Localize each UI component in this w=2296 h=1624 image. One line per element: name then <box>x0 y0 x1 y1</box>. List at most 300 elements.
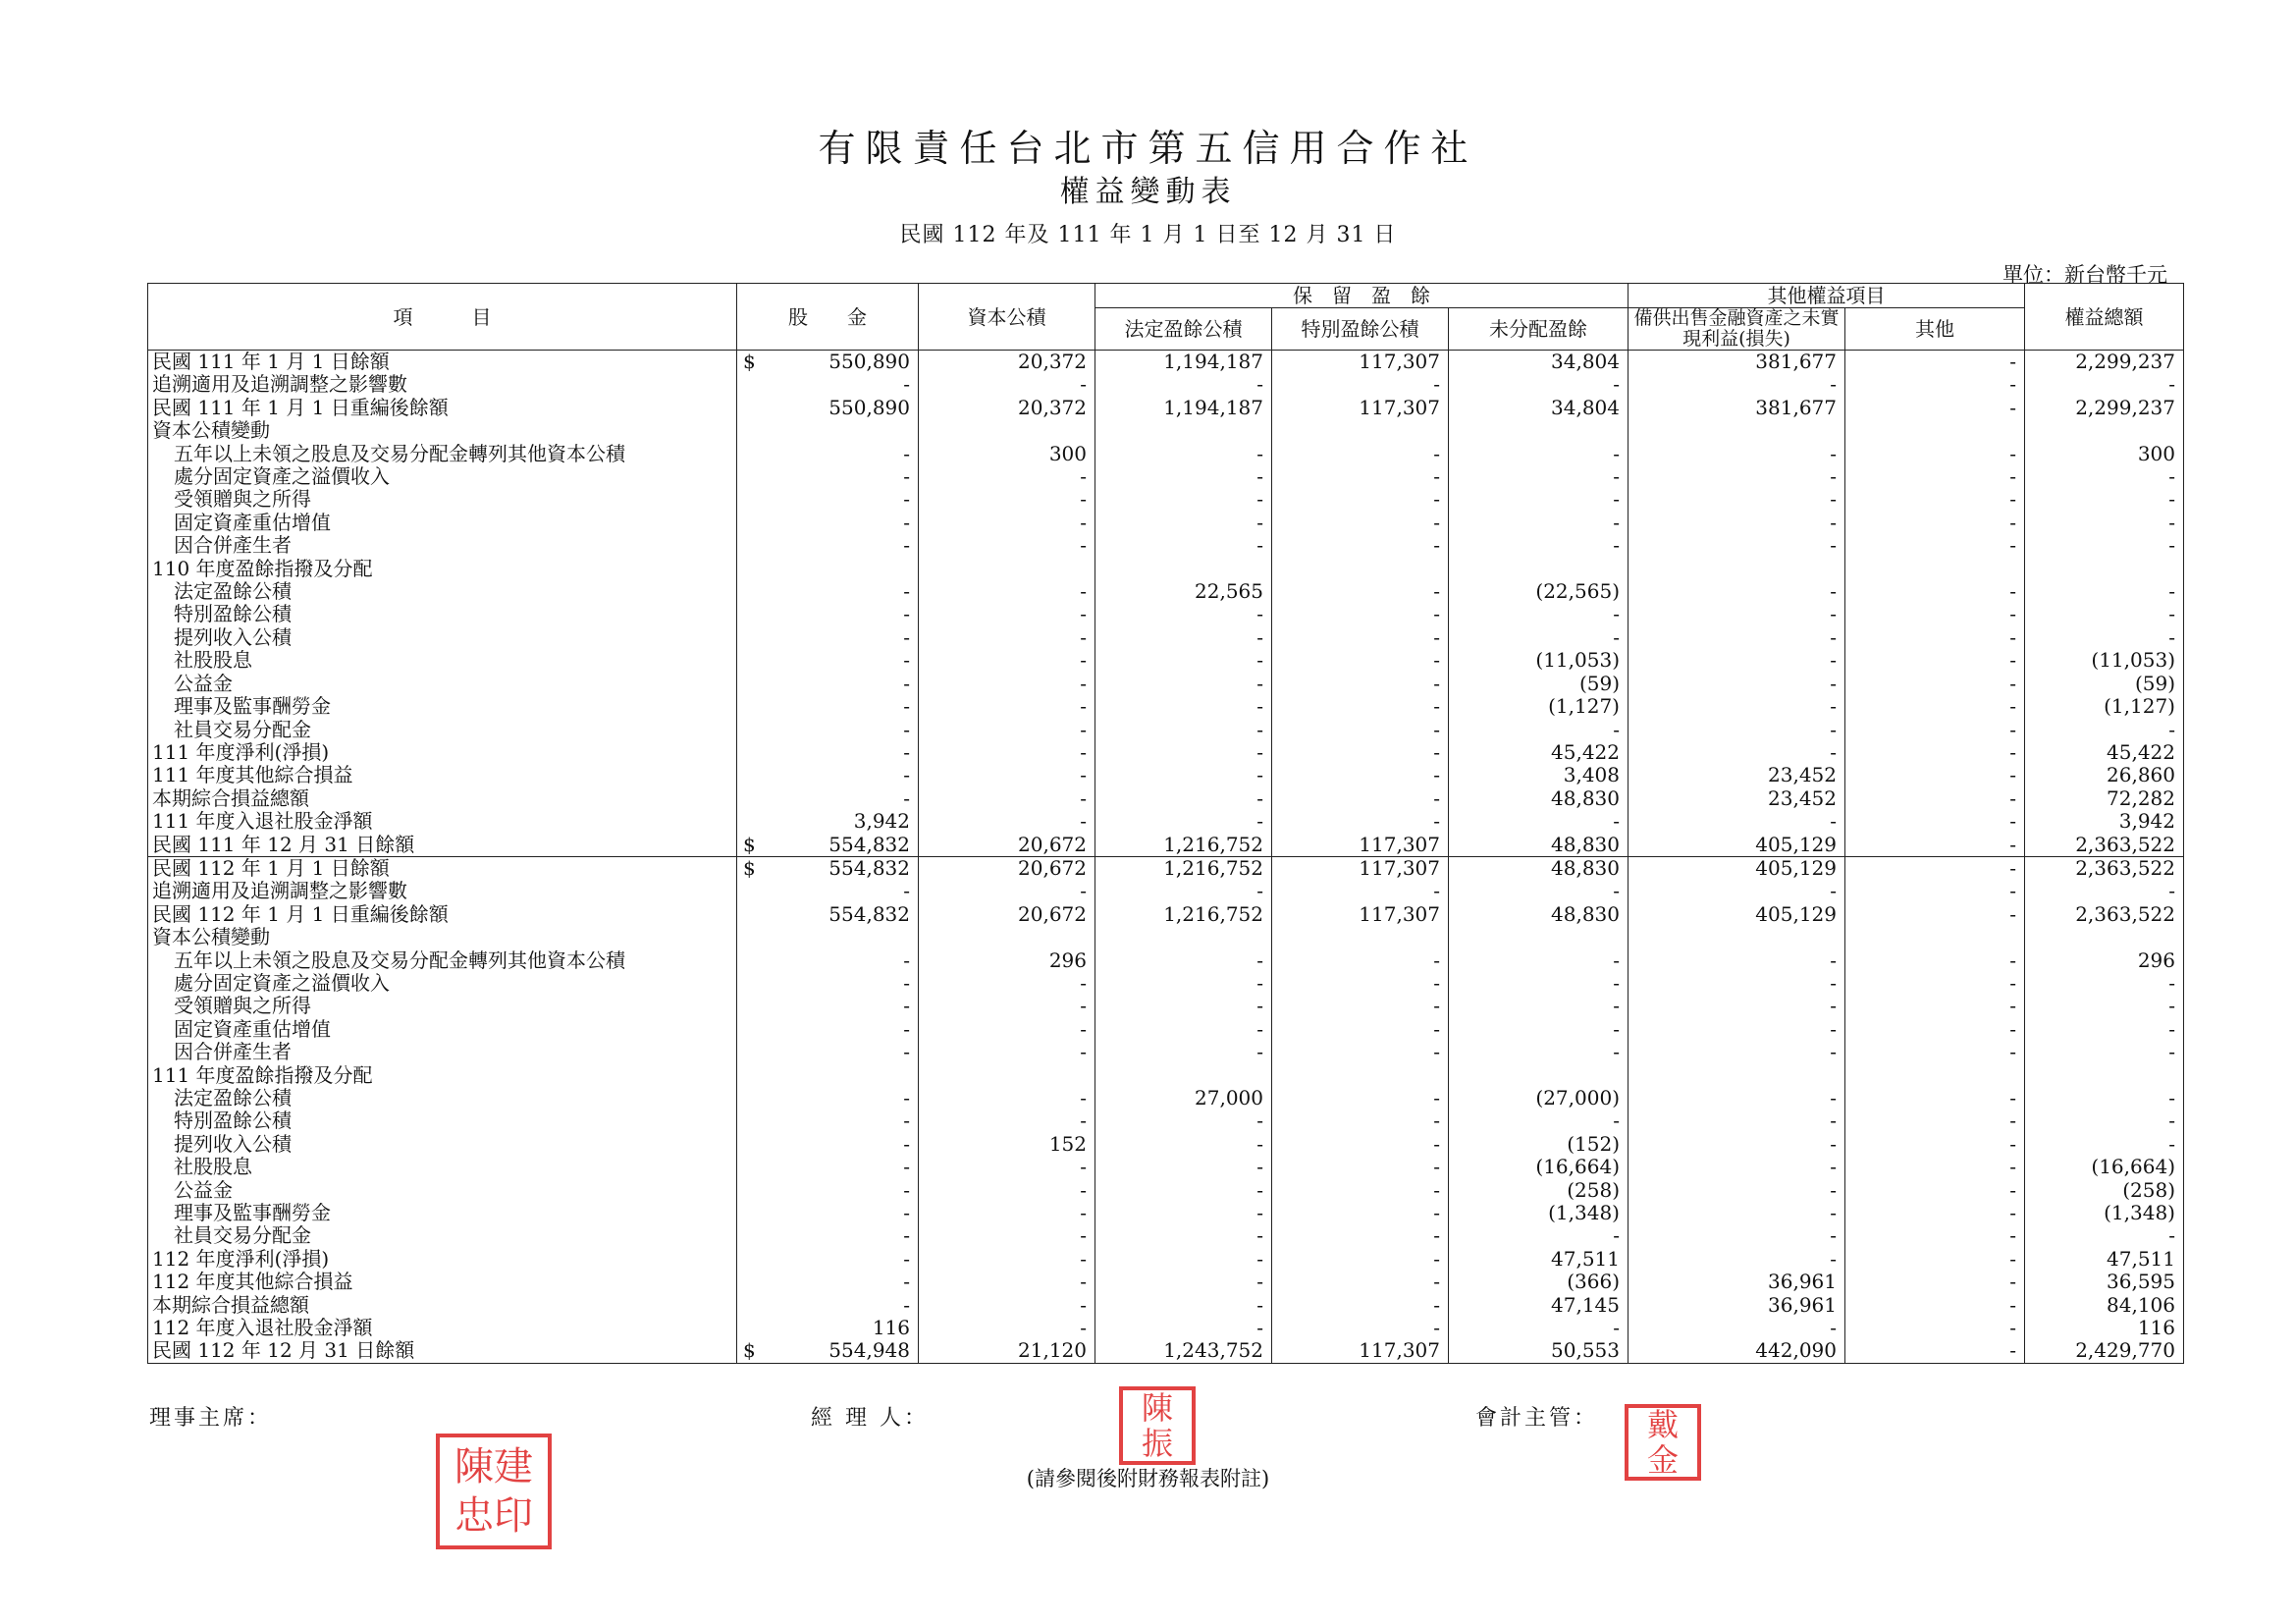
cell-legal-reserve <box>1095 995 1272 1017</box>
cell-capital-reserve <box>919 995 1095 1017</box>
cell-special-reserve <box>1272 488 1449 511</box>
row-item-label: 特別盈餘公積 <box>148 603 737 625</box>
header-share-capital: 股 金 <box>737 284 919 351</box>
cell-value: 21,120 <box>1018 1338 1087 1363</box>
cell-special-reserve <box>1272 995 1449 1017</box>
cell-share-capital <box>737 465 919 488</box>
row-item-label: 民國 112 年 1 月 1 日重編後餘額 <box>148 903 737 926</box>
cell-unappropriated <box>1449 1224 1629 1247</box>
cell-value: - <box>1080 602 1087 626</box>
cell-afs-unrealized <box>1629 903 1845 926</box>
cell-special-reserve <box>1272 926 1449 948</box>
cell-value: (152) <box>1567 1131 1620 1156</box>
row-item-label: 受領贈與之所得 <box>148 995 737 1017</box>
cell-unappropriated <box>1449 810 1629 833</box>
accountant-signature-label: 會計主管： <box>1475 1406 1599 1431</box>
cell-value: - <box>1433 1292 1440 1317</box>
cell-value: - <box>1613 947 1620 972</box>
cell-unappropriated <box>1449 373 1629 396</box>
cell-value: 117,307 <box>1359 350 1440 373</box>
table-row <box>148 465 2184 488</box>
cell-value: - <box>1256 785 1263 810</box>
cell-special-reserve <box>1272 880 1449 902</box>
cell-total-equity <box>2025 419 2184 442</box>
cell-value: (16,664) <box>1535 1155 1620 1179</box>
cell-total-equity <box>2025 787 2184 810</box>
cell-total-equity <box>2025 534 2184 557</box>
cell-value: - <box>2168 879 2175 903</box>
cell-value: - <box>1433 441 1440 465</box>
cell-other <box>1845 972 2025 995</box>
row-item-label: 民國 111 年 12 月 31 日餘額 <box>148 834 737 857</box>
cell-total-equity <box>2025 649 2184 672</box>
row-item-label: 公益金 <box>148 673 737 695</box>
row-item-label: 110 年度盈餘指撥及分配 <box>148 558 737 580</box>
table-row <box>148 443 2184 465</box>
cell-unappropriated <box>1449 1133 1629 1156</box>
cell-special-reserve <box>1272 649 1449 672</box>
cell-legal-reserve <box>1095 810 1272 833</box>
cell-value: - <box>2009 785 2016 810</box>
cell-share-capital <box>737 626 919 649</box>
cell-value: - <box>903 1086 910 1110</box>
cell-value: - <box>1256 947 1263 972</box>
cell-capital-reserve <box>919 1202 1095 1224</box>
cell-value: - <box>903 1270 910 1294</box>
cell-value: 550,890 <box>828 350 910 373</box>
cell-capital-reserve <box>919 419 1095 442</box>
cell-value: - <box>1830 648 1837 673</box>
cell-unappropriated <box>1449 603 1629 625</box>
cell-legal-reserve <box>1095 949 1272 972</box>
cell-total-equity <box>2025 903 2184 926</box>
table-row <box>148 880 2184 902</box>
cell-afs-unrealized <box>1629 1294 1845 1317</box>
cell-special-reserve <box>1272 719 1449 741</box>
cell-share-capital <box>737 1041 919 1063</box>
dollar-sign: $ <box>743 350 756 373</box>
cell-value: - <box>1256 1155 1263 1179</box>
table-row <box>148 534 2184 557</box>
cell-total-equity <box>2025 1271 2184 1293</box>
cell-total-equity <box>2025 995 2184 1017</box>
table-row <box>148 488 2184 511</box>
cell-total-equity <box>2025 1041 2184 1063</box>
cell-value: - <box>2009 1155 2016 1179</box>
cell-legal-reserve <box>1095 419 1272 442</box>
cell-special-reserve <box>1272 1087 1449 1110</box>
cell-value: 152 <box>1048 1131 1087 1156</box>
cell-legal-reserve <box>1095 1317 1272 1339</box>
cell-value: 26,860 <box>2107 763 2175 787</box>
cell-special-reserve <box>1272 351 1449 374</box>
cell-value: - <box>903 970 910 995</box>
cell-afs-unrealized <box>1629 1110 1845 1132</box>
cell-value: - <box>1256 1201 1263 1225</box>
cell-special-reserve <box>1272 673 1449 695</box>
cell-capital-reserve <box>919 1339 1095 1363</box>
cell-total-equity <box>2025 972 2184 995</box>
cell-legal-reserve <box>1095 465 1272 488</box>
cell-value: - <box>2168 970 2175 995</box>
cell-total-equity <box>2025 1087 2184 1110</box>
cell-value: - <box>903 1177 910 1202</box>
cell-capital-reserve <box>919 949 1095 972</box>
cell-afs-unrealized <box>1629 1339 1845 1363</box>
cell-value: - <box>2009 739 2016 764</box>
cell-value: 2,429,770 <box>2075 1338 2175 1363</box>
cell-afs-unrealized <box>1629 787 1845 810</box>
cell-afs-unrealized <box>1629 695 1845 718</box>
cell-total-equity <box>2025 1294 2184 1317</box>
header-other: 其他 <box>1845 308 2025 351</box>
cell-other <box>1845 1041 2025 1063</box>
cell-value: 554,832 <box>828 855 910 880</box>
header-item: 項 目 <box>148 284 737 351</box>
cell-value: - <box>1613 533 1620 558</box>
cell-value: - <box>1256 739 1263 764</box>
row-item-label: 資本公積變動 <box>148 926 737 948</box>
row-item-label: 提列收入公積 <box>148 626 737 649</box>
cell-value: - <box>1830 1040 1837 1064</box>
cell-value: - <box>1256 1223 1263 1248</box>
cell-afs-unrealized <box>1629 1271 1845 1293</box>
cell-value: - <box>1080 994 1087 1018</box>
cell-value: - <box>1830 1086 1837 1110</box>
header-unappropriated: 未分配盈餘 <box>1449 308 1629 351</box>
cell-value: - <box>2009 1016 2016 1041</box>
cell-value: - <box>1080 464 1087 489</box>
cell-other <box>1845 903 2025 926</box>
cell-other <box>1845 1064 2025 1087</box>
cell-value: - <box>1256 372 1263 397</box>
cell-value: - <box>903 1223 910 1248</box>
cell-value: - <box>1256 602 1263 626</box>
row-item-label: 112 年度其他綜合損益 <box>148 1271 737 1293</box>
cell-value: - <box>1433 785 1440 810</box>
cell-value: 47,511 <box>1551 1246 1620 1271</box>
cell-value: - <box>2009 809 2016 834</box>
cell-value: - <box>1080 1086 1087 1110</box>
cell-unappropriated <box>1449 949 1629 972</box>
cell-value: - <box>1080 510 1087 534</box>
cell-value: - <box>903 1016 910 1041</box>
cell-total-equity <box>2025 603 2184 625</box>
cell-capital-reserve <box>919 1317 1095 1339</box>
cell-afs-unrealized <box>1629 580 1845 603</box>
cell-value: - <box>2168 464 2175 489</box>
cell-value: - <box>2168 372 2175 397</box>
cell-afs-unrealized <box>1629 626 1845 649</box>
cell-special-reserve <box>1272 1133 1449 1156</box>
cell-share-capital <box>737 1179 919 1202</box>
header-other-equity: 其他權益項目 <box>1629 284 2025 308</box>
cell-legal-reserve <box>1095 787 1272 810</box>
cell-value: 442,090 <box>1755 1338 1837 1363</box>
cell-value: - <box>1256 510 1263 534</box>
cell-other <box>1845 626 2025 649</box>
cell-value: - <box>1433 1270 1440 1294</box>
cell-legal-reserve <box>1095 1018 1272 1041</box>
row-item-label: 112 年度淨利(淨損) <box>148 1248 737 1271</box>
cell-share-capital <box>737 810 919 833</box>
cell-value: (1,127) <box>1548 694 1620 719</box>
row-item-label: 法定盈餘公積 <box>148 1087 737 1110</box>
cell-share-capital <box>737 719 919 741</box>
cell-other <box>1845 1202 2025 1224</box>
cell-value: - <box>2009 602 2016 626</box>
cell-afs-unrealized <box>1629 397 1845 419</box>
cell-afs-unrealized <box>1629 649 1845 672</box>
cell-special-reserve <box>1272 695 1449 718</box>
table-row <box>148 810 2184 833</box>
cell-value: 1,216,752 <box>1163 832 1263 856</box>
cell-value: - <box>1256 694 1263 719</box>
cell-value: - <box>1080 1016 1087 1041</box>
table-row <box>148 1156 2184 1178</box>
cell-total-equity <box>2025 488 2184 511</box>
cell-value: 1,216,752 <box>1163 901 1263 926</box>
cell-value: - <box>1080 1109 1087 1133</box>
cell-total-equity <box>2025 580 2184 603</box>
cell-share-capital <box>737 1317 919 1339</box>
cell-value: - <box>2168 533 2175 558</box>
cell-total-equity <box>2025 926 2184 948</box>
cell-value: - <box>1256 487 1263 512</box>
cell-value: - <box>1433 624 1440 649</box>
cell-value: 20,672 <box>1018 901 1087 926</box>
cell-share-capital <box>737 1110 919 1132</box>
cell-other <box>1845 926 2025 948</box>
cell-value: (1,348) <box>2104 1201 2175 1225</box>
row-item-label: 社員交易分配金 <box>148 1224 737 1247</box>
cell-value: 554,832 <box>828 901 910 926</box>
cell-value: 36,961 <box>1768 1292 1837 1317</box>
cell-unappropriated <box>1449 880 1629 902</box>
cell-share-capital <box>737 558 919 580</box>
cell-unappropriated <box>1449 995 1629 1017</box>
cell-value: - <box>1256 648 1263 673</box>
table-row <box>148 626 2184 649</box>
cell-value: - <box>1613 879 1620 903</box>
table-row <box>148 1133 2184 1156</box>
cell-other <box>1845 649 2025 672</box>
cell-value: - <box>1080 970 1087 995</box>
cell-special-reserve <box>1272 1110 1449 1132</box>
footnote: (請參閱後附財務報表附註) <box>1026 1467 1270 1490</box>
cell-value: - <box>903 1155 910 1179</box>
cell-unappropriated <box>1449 1317 1629 1339</box>
header-legal-reserve: 法定盈餘公積 <box>1095 308 1272 351</box>
cell-afs-unrealized <box>1629 558 1845 580</box>
cell-value: 381,677 <box>1755 395 1837 419</box>
cell-value: (1,348) <box>1548 1201 1620 1225</box>
table-row <box>148 1248 2184 1271</box>
cell-unappropriated <box>1449 580 1629 603</box>
cell-special-reserve <box>1272 1202 1449 1224</box>
cell-legal-reserve <box>1095 1248 1272 1271</box>
cell-afs-unrealized <box>1629 995 1845 1017</box>
cell-value: - <box>903 372 910 397</box>
cell-legal-reserve <box>1095 741 1272 764</box>
cell-total-equity <box>2025 741 2184 764</box>
cell-unappropriated <box>1449 488 1629 511</box>
cell-value: - <box>1080 1155 1087 1179</box>
row-item-label: 提列收入公積 <box>148 1133 737 1156</box>
cell-value: 296 <box>1048 947 1087 972</box>
row-item-label: 111 年度入退社股金淨額 <box>148 810 737 833</box>
cell-legal-reserve <box>1095 764 1272 786</box>
cell-share-capital <box>737 1294 919 1317</box>
accountant-seal-text: 戴金 <box>1646 1406 1679 1479</box>
cell-value: - <box>1830 671 1837 695</box>
table-row <box>148 1110 2184 1132</box>
table-row <box>148 741 2184 764</box>
cell-value: 3,408 <box>1563 763 1620 787</box>
cell-total-equity <box>2025 810 2184 833</box>
statement-title: 權益變動表 <box>1059 175 1237 209</box>
cell-special-reserve <box>1272 603 1449 625</box>
cell-special-reserve <box>1272 580 1449 603</box>
cell-value: - <box>1433 717 1440 741</box>
cell-value: 47,145 <box>1551 1292 1620 1317</box>
cell-value: - <box>2009 441 2016 465</box>
cell-value: - <box>903 1109 910 1133</box>
cell-legal-reserve <box>1095 1179 1272 1202</box>
cell-value: - <box>903 739 910 764</box>
cell-value: - <box>903 464 910 489</box>
cell-value: - <box>1433 879 1440 903</box>
cell-value: - <box>1256 879 1263 903</box>
cell-special-reserve <box>1272 787 1449 810</box>
cell-afs-unrealized <box>1629 810 1845 833</box>
cell-afs-unrealized <box>1629 856 1845 880</box>
cell-value: - <box>1613 510 1620 534</box>
table-row <box>148 1339 2184 1363</box>
cell-special-reserve <box>1272 764 1449 786</box>
cell-value: - <box>1256 1131 1263 1156</box>
cell-value: 117,307 <box>1359 395 1440 419</box>
manager-seal-text: 陳振 <box>1141 1389 1173 1462</box>
cell-legal-reserve <box>1095 397 1272 419</box>
cell-value: 72,282 <box>2107 785 2175 810</box>
cell-special-reserve <box>1272 558 1449 580</box>
cell-value: - <box>903 1040 910 1064</box>
cell-share-capital <box>737 949 919 972</box>
cell-value: 2,299,237 <box>2075 395 2175 419</box>
cell-afs-unrealized <box>1629 719 1845 741</box>
table-row <box>148 673 2184 695</box>
cell-capital-reserve <box>919 1018 1095 1041</box>
cell-share-capital <box>737 443 919 465</box>
row-item-label: 受領贈與之所得 <box>148 488 737 511</box>
cell-share-capital <box>737 1339 919 1363</box>
cell-unappropriated <box>1449 1248 1629 1271</box>
cell-value: - <box>1830 1016 1837 1041</box>
cell-afs-unrealized <box>1629 926 1845 948</box>
cell-value: 34,804 <box>1551 350 1620 373</box>
cell-value: - <box>1256 1270 1263 1294</box>
cell-value: - <box>1613 624 1620 649</box>
cell-value: - <box>2009 671 2016 695</box>
cell-legal-reserve <box>1095 1110 1272 1132</box>
cell-value: (258) <box>2122 1177 2175 1202</box>
cell-value: 48,830 <box>1551 832 1620 856</box>
cell-value: - <box>2009 879 2016 903</box>
cell-share-capital <box>737 856 919 880</box>
cell-value: 405,129 <box>1755 832 1837 856</box>
cell-share-capital <box>737 1064 919 1087</box>
row-item-label: 111 年度其他綜合損益 <box>148 764 737 786</box>
cell-value: - <box>1830 1109 1837 1133</box>
cell-unappropriated <box>1449 834 1629 857</box>
row-item-label: 民國 111 年 1 月 1 日餘額 <box>148 351 737 374</box>
cell-value: 554,948 <box>828 1338 910 1363</box>
cell-legal-reserve <box>1095 626 1272 649</box>
cell-value: - <box>1080 879 1087 903</box>
cell-value: - <box>2009 487 2016 512</box>
equity-table <box>147 283 2184 1364</box>
cell-value: - <box>1080 694 1087 719</box>
cell-special-reserve <box>1272 1294 1449 1317</box>
row-item-label: 因合併產生者 <box>148 534 737 557</box>
table-row <box>148 1179 2184 1202</box>
cell-value: - <box>1830 947 1837 972</box>
cell-total-equity <box>2025 465 2184 488</box>
cell-share-capital <box>737 880 919 902</box>
cell-value: - <box>1080 648 1087 673</box>
cell-value: - <box>1830 1155 1837 1179</box>
table-row <box>148 764 2184 786</box>
cell-capital-reserve <box>919 580 1095 603</box>
cell-legal-reserve <box>1095 580 1272 603</box>
cell-capital-reserve <box>919 787 1095 810</box>
cell-value: - <box>1080 717 1087 741</box>
cell-value: 405,129 <box>1755 901 1837 926</box>
cell-other <box>1845 534 2025 557</box>
cell-other <box>1845 1133 2025 1156</box>
header-afs-unrealized: 備供出售金融資產之未實現利益(損失) <box>1629 308 1845 351</box>
row-item-label: 社股股息 <box>148 649 737 672</box>
cell-capital-reserve <box>919 926 1095 948</box>
cell-capital-reserve <box>919 741 1095 764</box>
cell-share-capital <box>737 488 919 511</box>
cell-total-equity <box>2025 1248 2184 1271</box>
cell-unappropriated <box>1449 397 1629 419</box>
cell-value: 116 <box>872 1316 910 1340</box>
cell-afs-unrealized <box>1629 373 1845 396</box>
cell-total-equity <box>2025 1224 2184 1247</box>
table-row <box>148 834 2184 857</box>
cell-total-equity <box>2025 1339 2184 1363</box>
cell-other <box>1845 512 2025 534</box>
cell-share-capital <box>737 903 919 926</box>
cell-unappropriated <box>1449 1018 1629 1041</box>
cell-value: - <box>1830 487 1837 512</box>
cell-other <box>1845 695 2025 718</box>
cell-total-equity <box>2025 1317 2184 1339</box>
cell-value: - <box>1256 441 1263 465</box>
cell-unappropriated <box>1449 1041 1629 1063</box>
cell-value: - <box>1433 1316 1440 1340</box>
cell-legal-reserve <box>1095 673 1272 695</box>
cell-total-equity <box>2025 1179 2184 1202</box>
cell-value: - <box>1613 1223 1620 1248</box>
row-item-label: 本期綜合損益總額 <box>148 787 737 810</box>
row-item-label: 理事及監事酬勞金 <box>148 695 737 718</box>
cell-value: - <box>1256 1246 1263 1271</box>
cell-value: - <box>2009 648 2016 673</box>
